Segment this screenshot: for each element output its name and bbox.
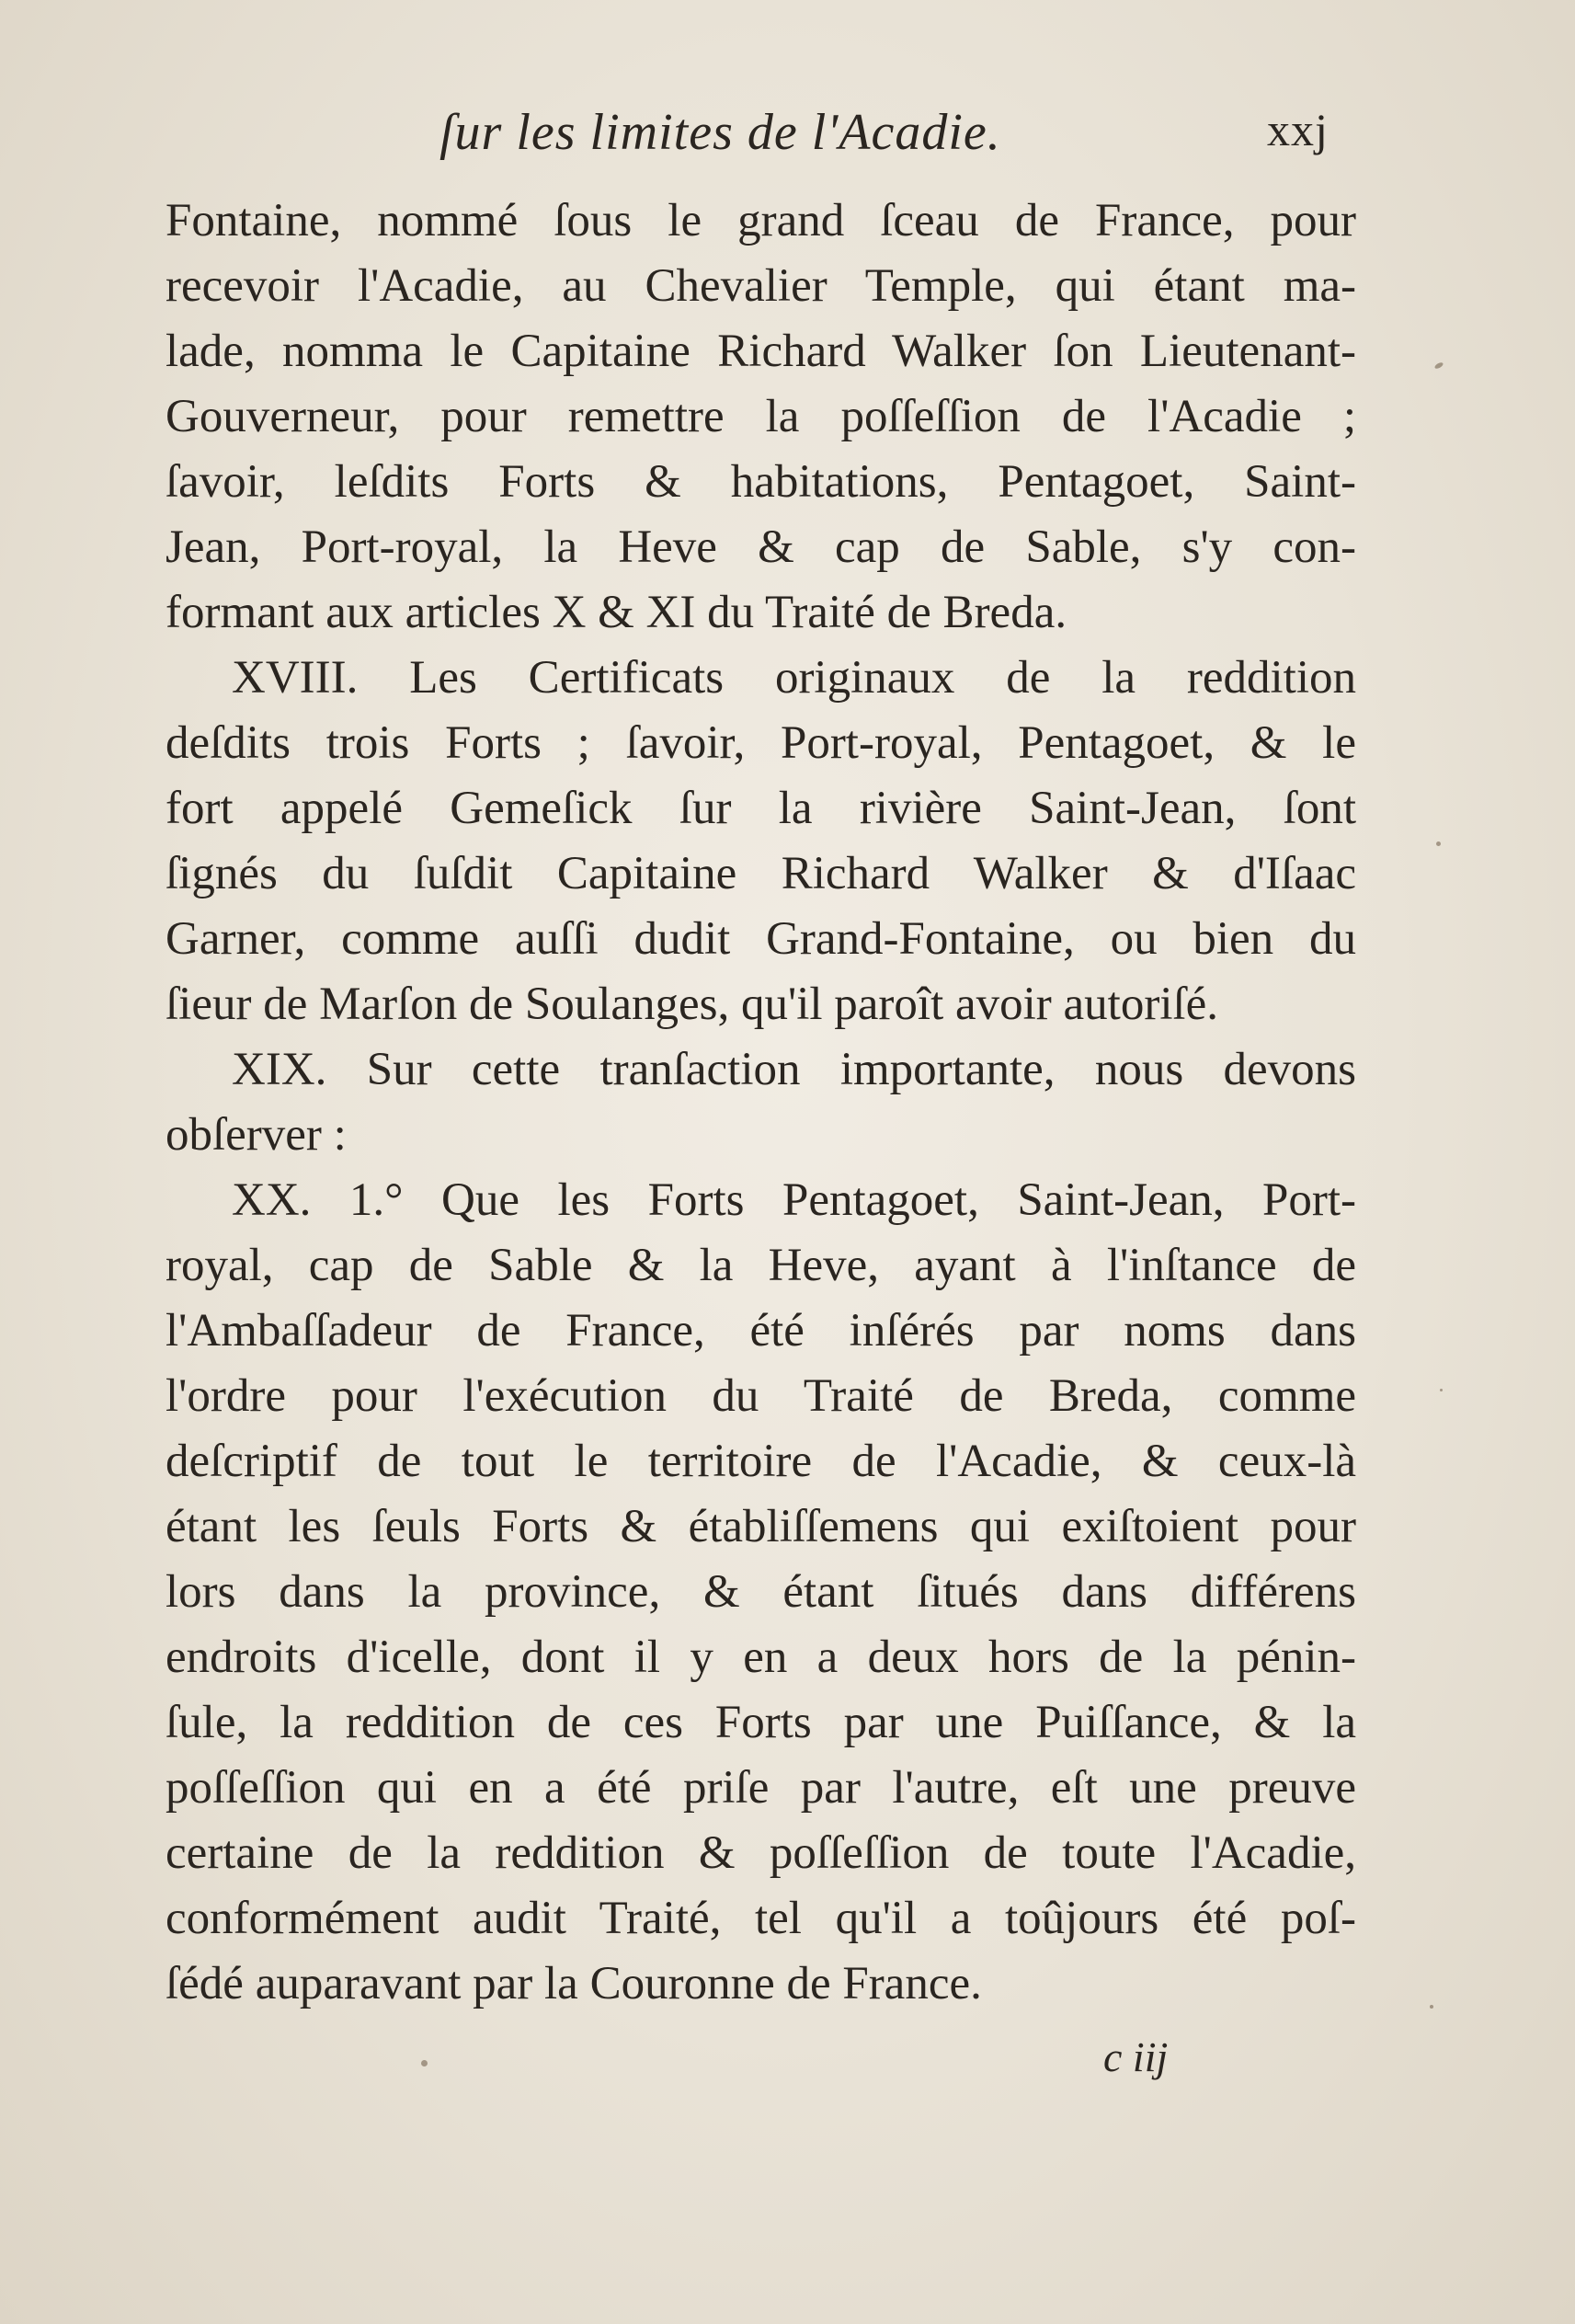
text-line: Jean, Port-royal, la Heve & cap de Sable, s'y con- xyxy=(165,521,1356,573)
body-text xyxy=(165,189,1356,2017)
text-line: royal, cap de Sable & la Heve, ayant à l'inſtance de xyxy=(165,1240,1356,1291)
paper-speck xyxy=(1433,361,1444,370)
text-line: ſavoir, leſdits Forts & habitations, Pentagoet, Saint- xyxy=(165,456,1356,508)
paragraph-continuation xyxy=(165,189,1356,646)
paper-speck xyxy=(1436,841,1441,846)
text-line: lors dans la province, & étant ſitués dans différens xyxy=(165,1566,1356,1618)
text-line: lade, nomma le Capitaine Richard Walker ſon Lieutenant- xyxy=(165,326,1356,377)
paper-speck xyxy=(421,2060,428,2066)
text-line: Garner, comme auſſi dudit Grand-Fontaine, ou bien du xyxy=(165,913,1356,965)
paragraph-xviii xyxy=(165,646,1356,1037)
text-line: Gouverneur, pour remettre la poſſeſſion de l'Acadie ; xyxy=(165,391,1356,442)
page-number: xxj xyxy=(1267,104,1329,155)
text-line: ſignés du ſuſdit Capitaine Richard Walker & d'Iſaac xyxy=(165,848,1356,899)
text-line: conformément audit Traité, tel qu'il a toûjours été poſ- xyxy=(165,1893,1356,1944)
running-header xyxy=(0,103,1575,186)
text-line: endroits d'icelle, dont il y en a deux hors de la pénin- xyxy=(165,1631,1356,1683)
text-line: recevoir l'Acadie, au Chevalier Temple, qui étant ma- xyxy=(165,260,1356,312)
text-line: l'ordre pour l'exécution du Traité de Breda, comme xyxy=(165,1370,1356,1422)
text-line: deſdits trois Forts ; ſavoir, Port-royal, Pentagoet, & le xyxy=(165,717,1356,769)
text-line: XIX. Sur cette tranſaction importante, nous devons xyxy=(232,1044,1356,1095)
paper-speck xyxy=(1430,2005,1433,2009)
paragraph-xix xyxy=(165,1037,1356,1168)
text-line: ſédé auparavant par la Couronne de France. xyxy=(165,1958,982,2009)
text-line: étant les ſeuls Forts & établiſſemens qui exiſtoient pour xyxy=(165,1501,1356,1552)
text-line: XX. 1.° Que les Forts Pentagoet, Saint-Jean, Port- xyxy=(232,1174,1356,1226)
running-title: ſur les limites de l'Acadie. xyxy=(439,104,1001,161)
text-line: certaine de la reddition & poſſeſſion de toute l'Acadie, xyxy=(165,1827,1356,1879)
text-line: Fontaine, nommé ſous le grand ſceau de France, pour xyxy=(165,195,1356,246)
paper-speck xyxy=(1440,1389,1443,1391)
text-line: XVIII. Les Certificats originaux de la reddition xyxy=(232,652,1356,704)
text-line: ſule, la reddition de ces Forts par une Puiſſance, & la xyxy=(165,1697,1356,1748)
text-line: deſcriptif de tout le territoire de l'Acadie, & ceux-là xyxy=(165,1436,1356,1487)
text-line: obſerver : xyxy=(165,1109,347,1161)
text-line: l'Ambaſſadeur de France, été inſérés par noms dans xyxy=(165,1305,1356,1357)
paragraph-xx xyxy=(165,1168,1356,2017)
text-line: poſſeſſion qui en a été priſe par l'autre, eſt une preuve xyxy=(165,1762,1356,1814)
text-line: formant aux articles X & XI du Traité de Breda. xyxy=(165,587,1067,638)
text-line: ſieur de Marſon de Soulanges, qu'il paroît avoir autoriſé. xyxy=(165,979,1219,1030)
text-line: fort appelé Gemeſick ſur la rivière Saint-Jean, ſont xyxy=(165,783,1356,834)
signature-mark: c iij xyxy=(1103,2033,1169,2080)
